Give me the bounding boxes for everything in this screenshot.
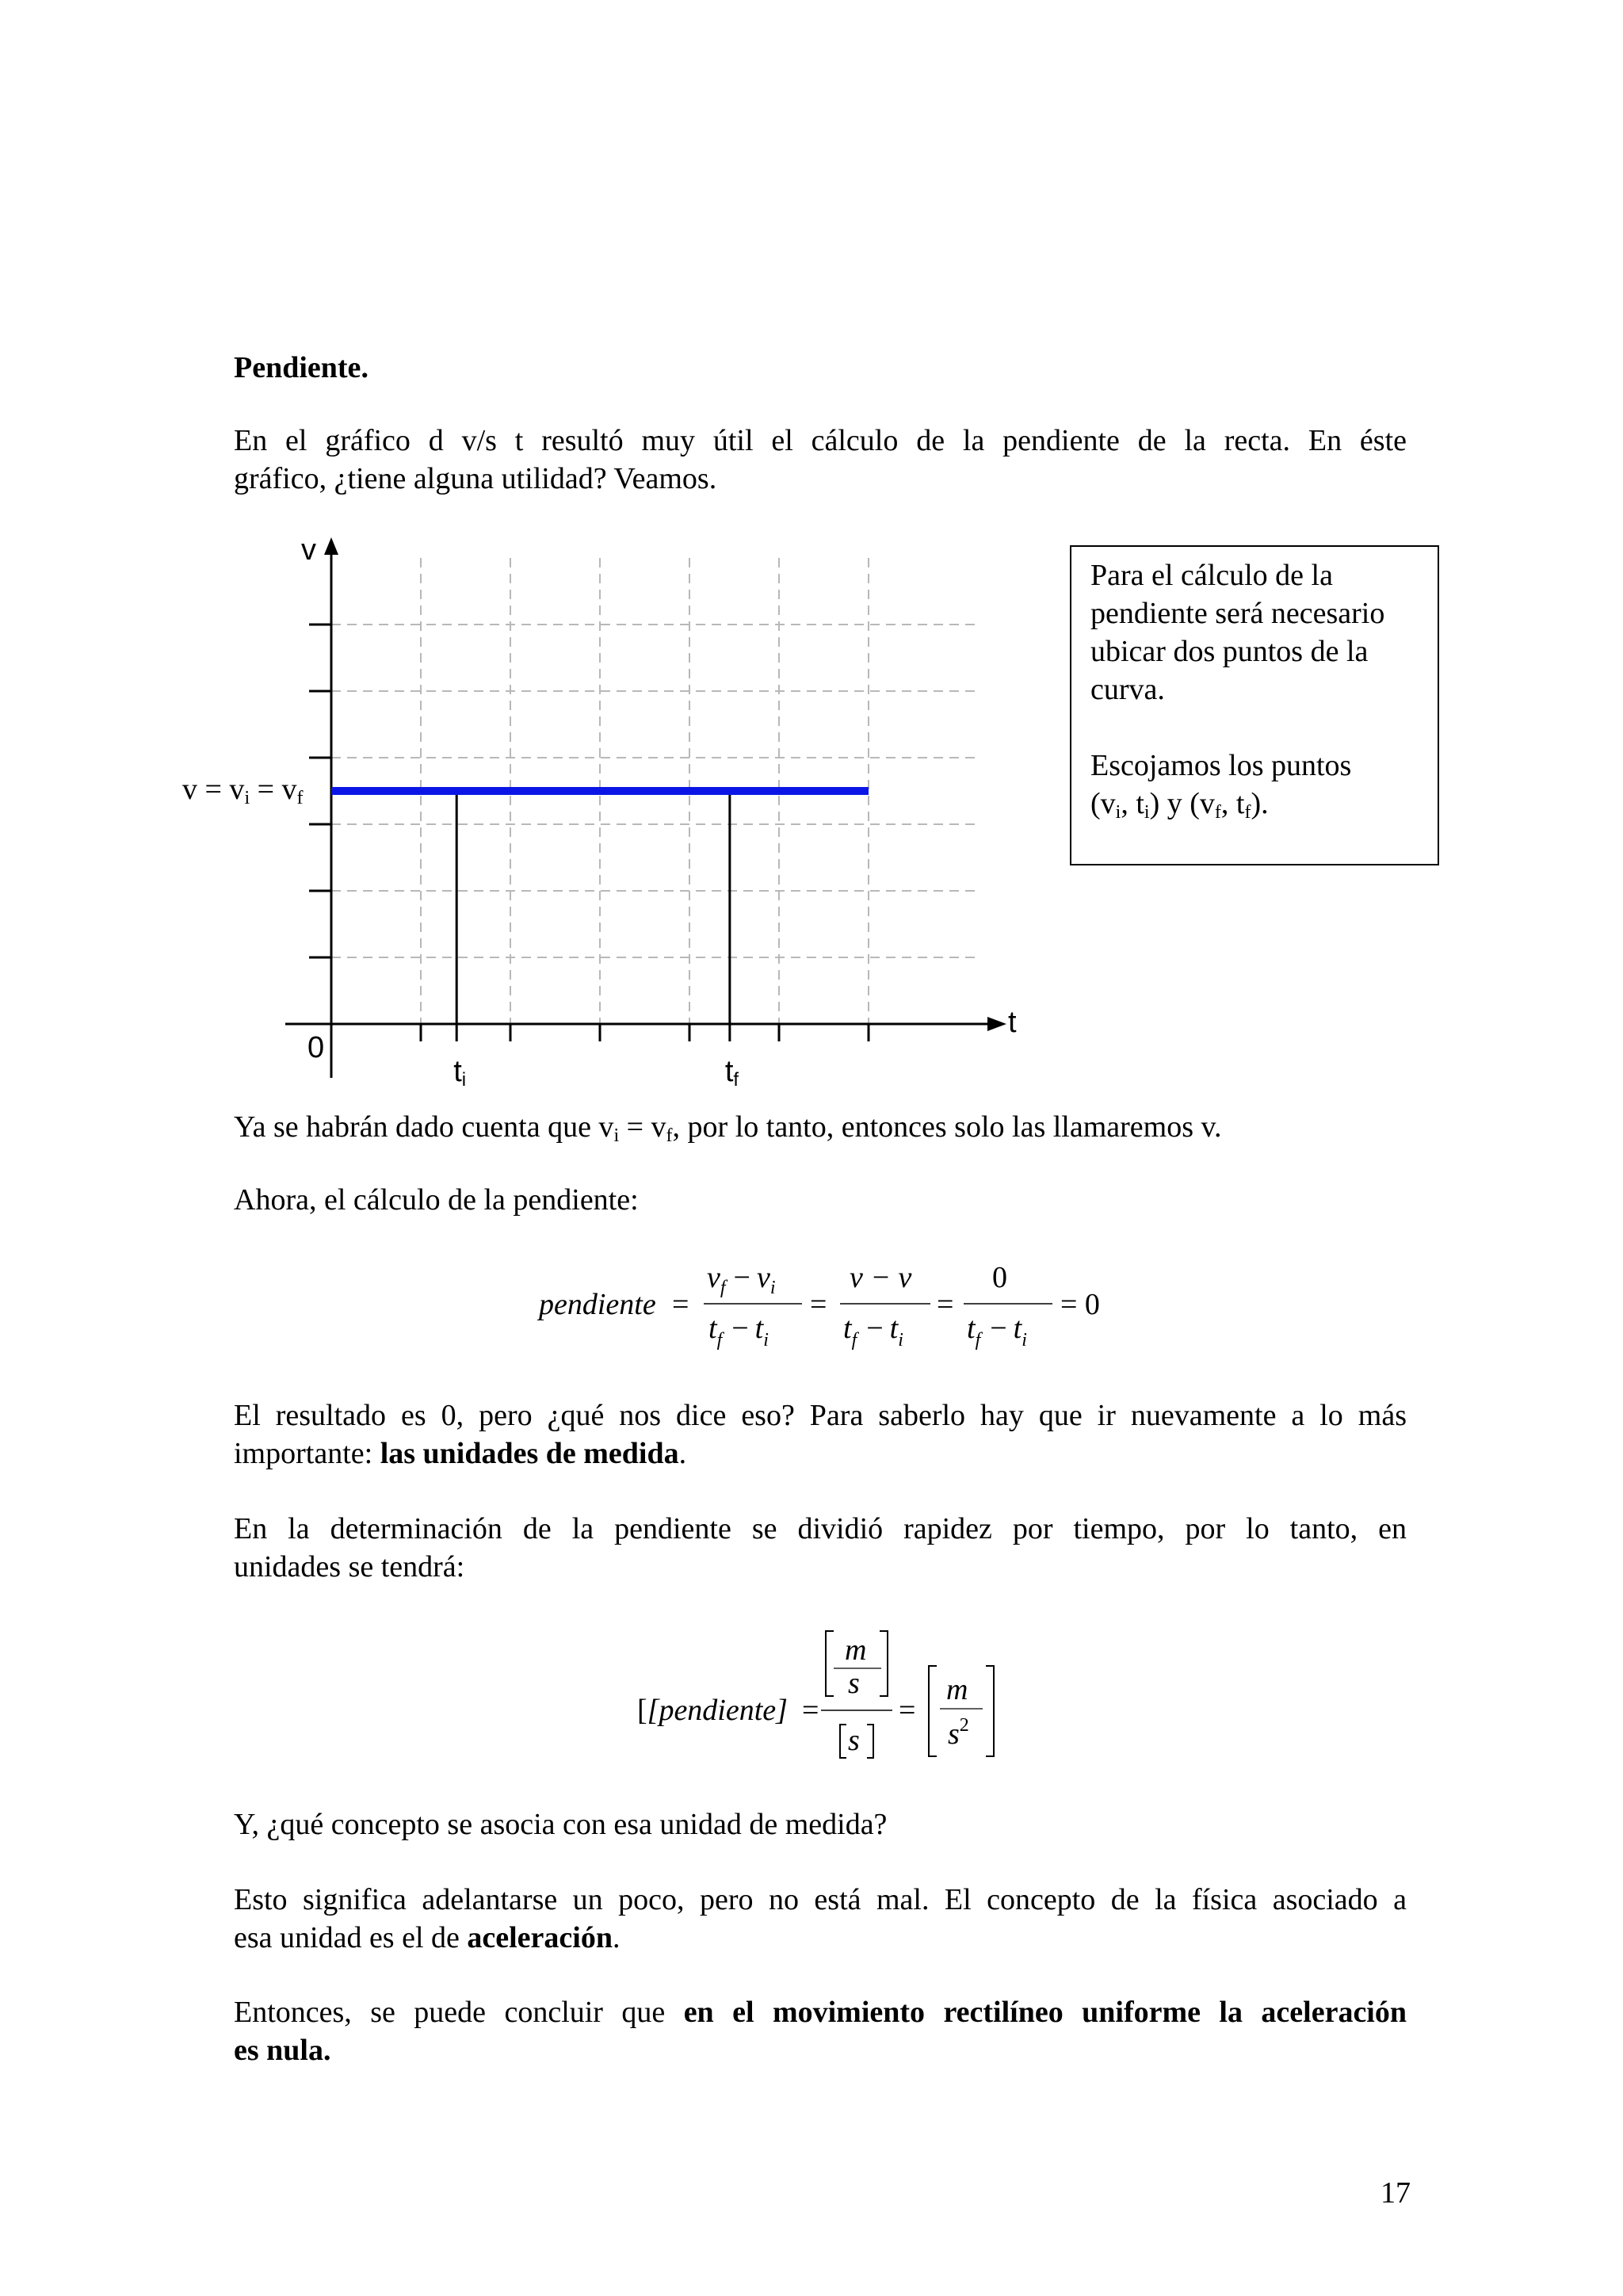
paragraph-result-line2: importante: las unidades de medida. <box>234 1437 687 1470</box>
svg-text:tf−ti: $t_f - t_i$ <box>967 1312 1027 1350</box>
paragraph-question: Y, ¿qué concepto se asocia con esa unidad de medida? <box>234 1808 888 1841</box>
paragraph-units-line2: unidades se tendrá: <box>234 1550 465 1584</box>
svg-text:tf−ti: $t_f - t_i$ <box>843 1312 903 1350</box>
x-axis-label: t <box>1008 1006 1017 1039</box>
svg-text:[[pendiente]: [[pendiente] <box>637 1694 788 1727</box>
note-line: Para el cálculo de la <box>1090 559 1333 592</box>
paragraph-units-line1: En la determinación de la pendiente se dividió rapidez por tiempo, por lo tanto, en <box>234 1512 1407 1545</box>
ti-label: ti <box>453 1055 467 1091</box>
svg-text:v − v: v − v <box>850 1261 912 1294</box>
tf-label: tf <box>724 1055 739 1091</box>
slope-equation <box>523 1244 1125 1363</box>
svg-text:0: 0 <box>992 1261 1007 1294</box>
svg-text:tf−ti: $t_f - t_i$ <box>708 1312 769 1350</box>
svg-text:s: s <box>848 1724 860 1757</box>
note-line-points: ($v_i$, $t_i$) y ($v_f$, $t_f$). <box>1090 787 1269 823</box>
paragraph-acceleration-line1: Esto significa adelantarse un poco, pero no está mal. El concepto de la física asociado a <box>234 1883 1407 1916</box>
svg-text:s2: $s^2$ <box>948 1715 969 1751</box>
svg-text:m: m <box>845 1633 867 1667</box>
svg-text:=: = <box>810 1288 827 1321</box>
line-value-label: v = vi = vf <box>182 773 304 808</box>
svg-text:=: = <box>802 1694 819 1727</box>
y-axis-arrow <box>324 537 338 555</box>
paragraph-conclusion-line1: Entonces, se puede concluir que en el movimiento rectilíneo uniforme la aceleración <box>234 1996 1407 2029</box>
svg-text:s: s <box>848 1667 860 1700</box>
svg-text:=: = <box>937 1288 954 1321</box>
note-line: pendiente será necesario <box>1090 597 1385 630</box>
svg-text:=: = <box>672 1288 689 1321</box>
axis-ticks <box>309 625 869 1041</box>
svg-text:=: = <box>899 1694 916 1727</box>
svg-text:pendiente: pendiente <box>539 1288 656 1321</box>
origin-label: 0 <box>307 1031 325 1064</box>
paragraph-acceleration-line2: esa unidad es el de aceleración. <box>234 1921 621 1954</box>
intro-paragraph-line2: gráfico, ¿tiene alguna utilidad? Veamos. <box>234 462 717 495</box>
paragraph-conclusion-line2: es nula. <box>234 2034 331 2067</box>
section-heading: Pendiente. <box>234 351 369 384</box>
note-box <box>1070 545 1439 865</box>
page-number: 17 <box>1381 2176 1411 2210</box>
intro-paragraph-line1: En el gráfico d v/s t resultó muy útil el cálculo de la pendiente de la recta. En éste <box>234 424 1407 457</box>
y-axis-label: v <box>301 533 316 567</box>
paragraph-result-line1: El resultado es 0, pero ¿qué nos dice eso? Para saberlo hay que ir nuevamente a lo más <box>234 1399 1407 1432</box>
svg-text:= 0: = 0 <box>1060 1288 1100 1321</box>
units-equation <box>626 1617 1022 1775</box>
paragraph-vi-equals-vf: Ya se habrán dado cuenta que $v_i = v_f$, por lo tanto, entonces solo las llamaremos v. <box>234 1110 1222 1146</box>
note-line: curva. <box>1090 673 1165 706</box>
svg-text:vf−vi: $v_f - v_i$ <box>707 1261 776 1298</box>
note-line: ubicar dos puntos de la <box>1090 635 1369 668</box>
paragraph-slope-intro: Ahora, el cálculo de la pendiente: <box>234 1183 639 1217</box>
velocity-time-graph <box>158 531 1054 1102</box>
x-axis-arrow <box>987 1017 1006 1031</box>
note-line: Escojamos los puntos <box>1090 749 1352 782</box>
svg-text:m: m <box>946 1673 968 1706</box>
